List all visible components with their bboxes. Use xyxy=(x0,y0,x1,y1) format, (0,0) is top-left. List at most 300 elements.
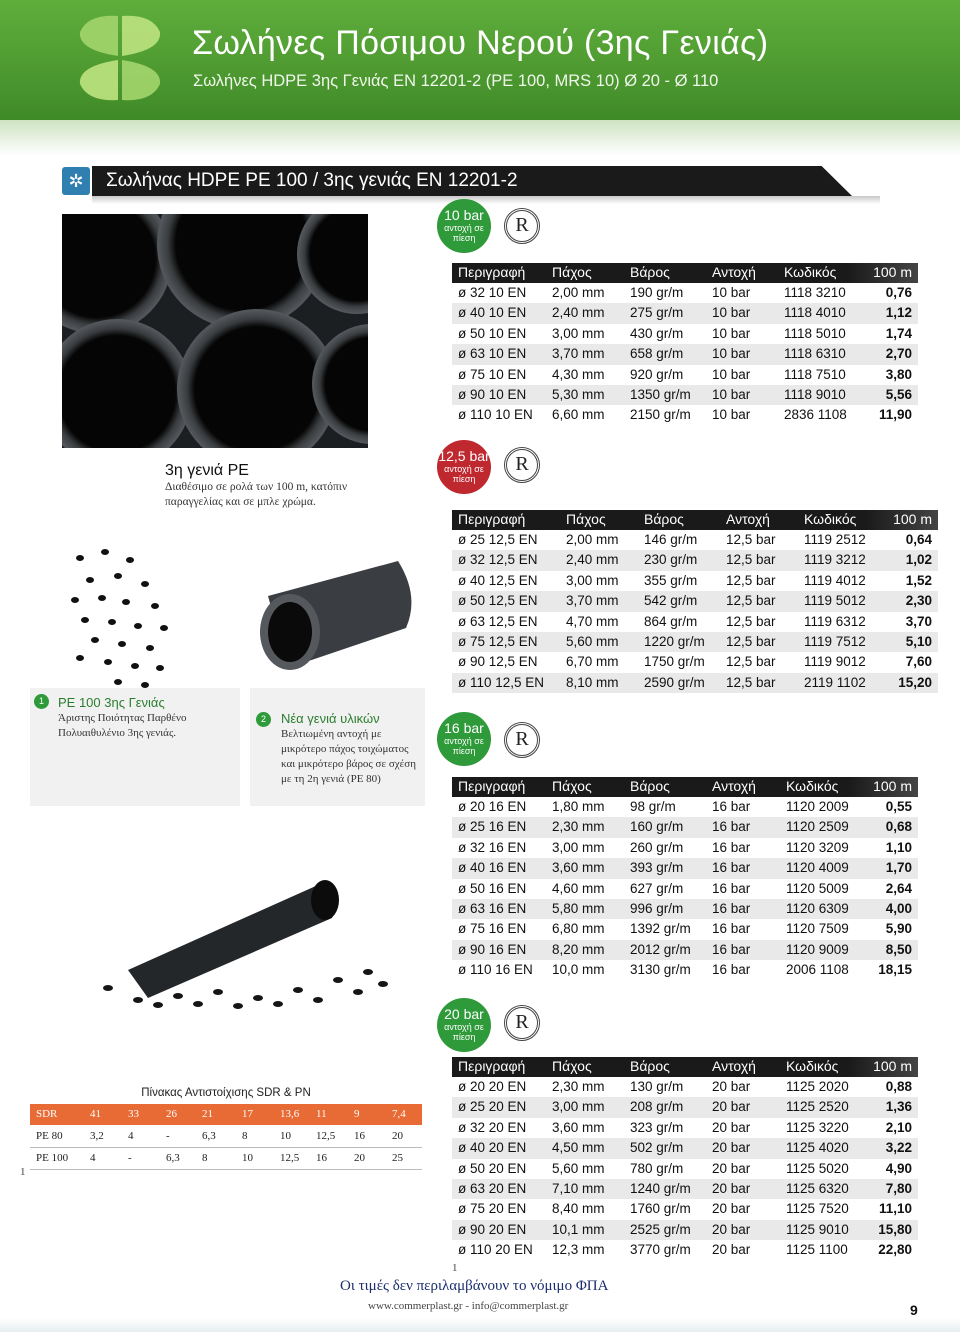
table-cell: 1120 3209 xyxy=(786,839,849,855)
price-cell: 7,80 xyxy=(885,1180,912,1196)
table-row xyxy=(452,1097,918,1117)
generation-description: Διαθέσιμο σε ρολά των 100 m, κατόπιν παραγγελίας και σε μπλε χρώμα. xyxy=(165,481,348,508)
table-row xyxy=(452,550,938,570)
bottom-fade xyxy=(0,1318,960,1332)
sdr-cell: 11 xyxy=(316,1108,327,1120)
page-number: 9 xyxy=(910,1302,918,1318)
table-cell: 1125 3220 xyxy=(786,1119,849,1135)
table-cell: 20 bar xyxy=(712,1180,751,1196)
sdr-cell: 3,2 xyxy=(90,1130,104,1142)
table-cell: ø 75 10 EN xyxy=(458,366,527,382)
table-cell: ø 63 10 EN xyxy=(458,346,527,362)
pressure-caption: αντοχή σε πίεση xyxy=(444,464,484,484)
table-row xyxy=(452,1118,918,1138)
table-cell: 1118 4010 xyxy=(784,305,846,321)
sdr-cell: 20 xyxy=(354,1152,365,1164)
column-header: Αντοχή xyxy=(712,1058,756,1074)
price-cell: 4,90 xyxy=(885,1160,912,1176)
table-cell: 1125 2520 xyxy=(786,1099,849,1115)
table-cell: 1120 2009 xyxy=(786,799,849,814)
table-cell: 20 bar xyxy=(712,1079,751,1094)
table-cell: 1125 2020 xyxy=(786,1079,849,1094)
table-cell: 10 bar xyxy=(712,346,751,362)
table-cell: 3,00 mm xyxy=(552,839,605,855)
table-cell: 3,00 mm xyxy=(552,1099,605,1115)
column-header: Περιγραφή xyxy=(458,264,526,280)
table-cell: 275 gr/m xyxy=(630,305,684,321)
sdr-cell: 10 xyxy=(242,1152,253,1164)
sdr-cell: 16 xyxy=(354,1130,365,1142)
table-row xyxy=(452,344,918,364)
table-cell: ø 25 12,5 EN xyxy=(458,532,538,547)
feature-title-1: PE 100 3ης Γενιάς xyxy=(58,695,165,710)
table-cell: 160 gr/m xyxy=(630,819,684,835)
column-header: Πάχος xyxy=(566,511,606,527)
contact-links[interactable]: www.commerplast.gr - info@commerplast.gr xyxy=(368,1300,569,1312)
generation-title: 3η γενιά PE xyxy=(165,462,249,479)
granules-photo xyxy=(60,540,180,695)
table-cell: 6,60 mm xyxy=(552,407,605,423)
table-cell: ø 20 16 EN xyxy=(458,799,527,814)
sdr-cell: 7,4 xyxy=(392,1108,406,1120)
table-cell: 658 gr/m xyxy=(630,346,684,362)
table-cell: 1119 6312 xyxy=(804,613,866,629)
price-cell: 2,70 xyxy=(885,346,912,362)
table-cell: 5,60 mm xyxy=(566,633,619,649)
registered-mark-icon: R xyxy=(504,1005,540,1041)
table-cell: 10,1 mm xyxy=(552,1221,605,1237)
table-cell: 1120 5009 xyxy=(786,880,849,896)
table-cell: ø 40 10 EN xyxy=(458,305,527,321)
sdr-cell: 26 xyxy=(166,1108,177,1120)
table-cell: 12,5 bar xyxy=(726,532,776,547)
table-cell: 10 bar xyxy=(712,366,751,382)
table-cell: 1120 9009 xyxy=(786,941,849,957)
table-cell: 12,5 bar xyxy=(726,654,776,670)
table-cell: 1119 3212 xyxy=(804,552,866,568)
table-header xyxy=(452,1057,918,1077)
table-cell: 146 gr/m xyxy=(644,532,698,547)
table-cell: ø 90 20 EN xyxy=(458,1221,527,1237)
price-cell: 0,76 xyxy=(885,285,912,300)
table-header xyxy=(452,777,918,797)
table-cell: 10 bar xyxy=(712,305,751,321)
table-row xyxy=(452,1159,918,1179)
price-cell: 1,70 xyxy=(885,860,912,876)
table-cell: 2,00 mm xyxy=(566,532,619,547)
sdr-cell: PE 100 xyxy=(36,1152,69,1164)
table-cell: 2150 gr/m xyxy=(630,407,691,423)
table-cell: 16 bar xyxy=(712,839,751,855)
price-table xyxy=(452,510,938,693)
table-row xyxy=(452,817,918,837)
footnote-marker: 1 xyxy=(20,1166,26,1178)
price-cell: 0,64 xyxy=(905,532,932,547)
feature-desc-2: Βελτιωμένη αντοχή με μικρότερο πάχος τοιχώματος και μικρότερο βάρος σε σχέση με τη 2η γενιά (PE 80) xyxy=(281,728,416,785)
table-cell: 2,40 mm xyxy=(566,552,619,568)
table-cell: 20 bar xyxy=(712,1242,751,1258)
table-cell: 12,5 bar xyxy=(726,633,776,649)
table-cell: 6,70 mm xyxy=(566,654,619,670)
pressure-badge xyxy=(437,199,491,253)
pressure-caption: αντοχή σε πίεση xyxy=(444,223,484,243)
table-row xyxy=(452,858,918,878)
table-cell: 16 bar xyxy=(712,819,751,835)
table-cell: 1760 gr/m xyxy=(630,1201,691,1217)
table-cell: 1220 gr/m xyxy=(644,633,705,649)
price-cell: 2,64 xyxy=(885,880,912,896)
table-cell: 1118 9010 xyxy=(784,386,846,402)
pressure-value: 20 bar xyxy=(444,1006,484,1022)
table-cell: ø 63 16 EN xyxy=(458,900,527,916)
table-cell: 8,10 mm xyxy=(566,674,619,690)
table-cell: 920 gr/m xyxy=(630,366,684,382)
sdr-cell: 8 xyxy=(202,1152,208,1164)
price-cell: 0,68 xyxy=(885,819,912,835)
table-cell: 16 bar xyxy=(712,941,751,957)
sdr-cell: - xyxy=(166,1130,170,1142)
table-cell: ø 50 12,5 EN xyxy=(458,593,538,609)
price-cell: 3,80 xyxy=(885,366,912,382)
sdr-row xyxy=(30,1126,422,1147)
table-cell: 1125 9010 xyxy=(786,1221,849,1237)
pressure-value: 16 bar xyxy=(444,720,484,736)
sdr-cell: 4 xyxy=(128,1130,134,1142)
table-cell: ø 63 20 EN xyxy=(458,1180,527,1196)
column-header: Κωδικός xyxy=(804,511,857,527)
price-cell: 2,10 xyxy=(885,1119,912,1135)
table-row xyxy=(452,1077,918,1097)
table-row xyxy=(452,940,918,960)
pressure-badge xyxy=(437,712,491,766)
pipe-granules-photo xyxy=(88,860,398,1010)
table-cell: ø 50 20 EN xyxy=(458,1160,527,1176)
price-cell: 4,00 xyxy=(885,900,912,916)
price-cell: 0,55 xyxy=(885,799,912,814)
table-cell: 5,80 mm xyxy=(552,900,605,916)
column-header: Βάρος xyxy=(630,1058,670,1074)
table-cell: 1125 4020 xyxy=(786,1140,849,1156)
table-cell: 2119 1102 xyxy=(804,674,866,690)
table-row xyxy=(452,591,938,611)
table-cell: 1119 5012 xyxy=(804,593,866,609)
table-cell: 190 gr/m xyxy=(630,285,684,300)
table-row xyxy=(452,612,938,632)
table-cell: 10,0 mm xyxy=(552,962,605,978)
table-row xyxy=(452,385,918,405)
table-cell: 3770 gr/m xyxy=(630,1242,691,1258)
table-cell: 1240 gr/m xyxy=(630,1180,691,1196)
price-table xyxy=(452,777,918,981)
table-cell: 12,5 bar xyxy=(726,552,776,568)
table-cell: 2836 1108 xyxy=(784,407,847,423)
table-row xyxy=(452,303,918,323)
table-row xyxy=(452,1220,918,1240)
table-cell: 16 bar xyxy=(712,921,751,937)
table-cell: ø 110 20 EN xyxy=(458,1242,533,1258)
price-table xyxy=(452,1057,918,1261)
column-header: Αντοχή xyxy=(712,778,756,794)
table-cell: 3,60 mm xyxy=(552,1119,605,1135)
price-cell: 8,50 xyxy=(885,941,912,957)
table-cell: 20 bar xyxy=(712,1160,751,1176)
table-cell: ø 110 12,5 EN xyxy=(458,674,545,690)
table-cell: ø 63 12,5 EN xyxy=(458,613,538,629)
table-cell: ø 20 20 EN xyxy=(458,1079,527,1094)
table-cell: 323 gr/m xyxy=(630,1119,684,1135)
table-row xyxy=(452,530,938,550)
table-row xyxy=(452,1138,918,1158)
table-cell: 1120 6309 xyxy=(786,900,849,916)
price-cell: 22,80 xyxy=(878,1242,912,1258)
pipe-segment-photo xyxy=(248,556,423,688)
table-cell: 3130 gr/m xyxy=(630,962,691,978)
column-header: Περιγραφή xyxy=(458,1058,526,1074)
table-cell: 10 bar xyxy=(712,407,751,423)
feature-desc-1: Άριστης Ποιότητας Παρθένο Πολυαιθυλένιο 3ης γενιάς. xyxy=(58,712,187,739)
table-cell: 996 gr/m xyxy=(630,900,684,916)
table-cell: ø 50 16 EN xyxy=(458,880,527,896)
footnote-marker: 1 xyxy=(452,1262,458,1274)
sdr-cell: 10 xyxy=(280,1130,291,1142)
column-header: 100 m xyxy=(873,264,912,280)
sdr-cell: 21 xyxy=(202,1108,213,1120)
table-row xyxy=(452,405,918,425)
registered-mark-icon: R xyxy=(504,447,540,483)
table-cell: 16 bar xyxy=(712,860,751,876)
table-cell: 208 gr/m xyxy=(630,1099,684,1115)
price-cell: 1,02 xyxy=(905,552,932,568)
price-cell: 18,15 xyxy=(878,962,912,978)
table-cell: 2,00 mm xyxy=(552,285,605,300)
table-cell: 1120 2509 xyxy=(786,819,849,835)
table-cell: 5,30 mm xyxy=(552,386,605,402)
registered-mark-icon: R xyxy=(504,208,540,244)
table-cell: 20 bar xyxy=(712,1119,751,1135)
pressure-badge xyxy=(437,998,491,1052)
price-cell: 1,10 xyxy=(885,839,912,855)
table-row xyxy=(452,960,918,980)
water-drop-icon: ✲ xyxy=(62,167,90,195)
table-cell: 8,20 mm xyxy=(552,941,605,957)
feature-number-1: 1 xyxy=(34,694,49,709)
table-cell: 1,80 mm xyxy=(552,799,605,814)
table-cell: 8,40 mm xyxy=(552,1201,605,1217)
column-header: Πάχος xyxy=(552,778,592,794)
table-cell: 10 bar xyxy=(712,386,751,402)
price-cell: 0,88 xyxy=(885,1079,912,1094)
table-cell: 20 bar xyxy=(712,1140,751,1156)
vat-note: Οι τιμές δεν περιλαμβάνουν το νόμιμο ΦΠΑ xyxy=(340,1278,609,1294)
pressure-caption: αντοχή σε πίεση xyxy=(444,736,484,756)
sdr-cell: 20 xyxy=(392,1130,403,1142)
sdr-cell: 33 xyxy=(128,1108,139,1120)
price-cell: 1,36 xyxy=(885,1099,912,1115)
table-cell: 12,5 bar xyxy=(726,674,776,690)
table-row xyxy=(452,797,918,817)
price-cell: 15,80 xyxy=(878,1221,912,1237)
pipes-photo xyxy=(62,214,368,448)
table-cell: 130 gr/m xyxy=(630,1079,684,1094)
sdr-cell: 16 xyxy=(316,1152,327,1164)
price-table xyxy=(452,263,918,426)
table-cell: 1125 5020 xyxy=(786,1160,849,1176)
table-cell: 627 gr/m xyxy=(630,880,684,896)
sdr-cell: 17 xyxy=(242,1108,253,1120)
table-row xyxy=(452,365,918,385)
column-header: Κωδικός xyxy=(786,1058,839,1074)
table-cell: ø 25 16 EN xyxy=(458,819,527,835)
table-cell: 12,5 bar xyxy=(726,572,776,588)
table-cell: ø 90 12,5 EN xyxy=(458,654,538,670)
sdr-cell: PE 80 xyxy=(36,1130,63,1142)
table-cell: 20 bar xyxy=(712,1099,751,1115)
table-cell: ø 110 10 EN xyxy=(458,407,533,423)
sdr-cell: 6,3 xyxy=(202,1130,216,1142)
feature-title-2: Νέα γενιά υλικών xyxy=(281,711,380,726)
column-header: 100 m xyxy=(873,1058,912,1074)
table-cell: ø 32 20 EN xyxy=(458,1119,527,1135)
table-row xyxy=(452,1240,918,1260)
table-cell: 502 gr/m xyxy=(630,1140,684,1156)
table-cell: 2,30 mm xyxy=(552,1079,605,1094)
table-cell: 1125 7520 xyxy=(786,1201,849,1217)
sdr-cell: 25 xyxy=(392,1152,403,1164)
pressure-value: 10 bar xyxy=(444,207,484,223)
table-cell: 2,30 mm xyxy=(552,819,605,835)
sdr-cell: 12,5 xyxy=(316,1130,336,1142)
table-cell: 12,3 mm xyxy=(552,1242,605,1258)
table-row xyxy=(452,1179,918,1199)
section-bar-shadow xyxy=(92,196,880,204)
table-row xyxy=(452,879,918,899)
column-header: Αντοχή xyxy=(726,511,770,527)
price-cell: 11,90 xyxy=(878,407,912,423)
table-cell: 16 bar xyxy=(712,799,751,814)
price-cell: 5,10 xyxy=(905,633,932,649)
price-cell: 2,30 xyxy=(905,593,932,609)
registered-mark-icon: R xyxy=(504,722,540,758)
table-cell: 10 bar xyxy=(712,285,751,300)
pressure-value: 12,5 bar xyxy=(438,448,490,464)
section-title: Σωλήνας HDPE PE 100 / 3ης γενιάς EN 12201-2 xyxy=(106,170,518,191)
table-cell: 2590 gr/m xyxy=(644,674,705,690)
price-cell: 15,20 xyxy=(898,674,932,690)
column-header: Πάχος xyxy=(552,1058,592,1074)
table-cell: 4,30 mm xyxy=(552,366,605,382)
table-cell: 864 gr/m xyxy=(644,613,698,629)
pressure-badge xyxy=(437,440,491,494)
sdr-cell: 12,5 xyxy=(280,1152,300,1164)
table-row xyxy=(452,283,918,303)
table-cell: ø 110 16 EN xyxy=(458,962,533,978)
table-cell: ø 75 16 EN xyxy=(458,921,527,937)
sdr-cell: 13,6 xyxy=(280,1108,300,1120)
table-header xyxy=(452,263,918,283)
price-cell: 3,70 xyxy=(905,613,932,629)
table-cell: 1119 2512 xyxy=(804,532,866,547)
table-cell: 20 bar xyxy=(712,1221,751,1237)
table-cell: 16 bar xyxy=(712,962,751,978)
table-cell: 780 gr/m xyxy=(630,1160,684,1176)
table-cell: 12,5 bar xyxy=(726,613,776,629)
table-cell: ø 40 16 EN xyxy=(458,860,527,876)
page-title: Σωλήνες Πόσιμου Νερού (3ης Γενιάς) xyxy=(192,24,769,62)
column-header: Αντοχή xyxy=(712,264,756,280)
price-cell: 5,90 xyxy=(885,921,912,937)
table-row xyxy=(452,899,918,919)
table-cell: ø 75 20 EN xyxy=(458,1201,527,1217)
table-cell: ø 40 12,5 EN xyxy=(458,572,538,588)
table-header xyxy=(452,510,938,530)
price-cell: 1,74 xyxy=(885,325,912,341)
sdr-divider xyxy=(30,1147,422,1148)
sdr-cell: 4 xyxy=(90,1152,96,1164)
table-cell: 2525 gr/m xyxy=(630,1221,691,1237)
page-subtitle: Σωλήνες HDPE 3ης Γενιάς EN 12201-2 (PE 100, MRS 10) Ø 20 - Ø 110 xyxy=(193,72,719,90)
table-cell: 1118 6310 xyxy=(784,346,846,362)
price-cell: 7,60 xyxy=(905,654,932,670)
sdr-divider xyxy=(30,1169,422,1170)
table-cell: 98 gr/m xyxy=(630,799,676,814)
column-header: Βάρος xyxy=(644,511,684,527)
sdr-cell: 8 xyxy=(242,1130,248,1142)
table-cell: 260 gr/m xyxy=(630,839,684,855)
sdr-header-row xyxy=(30,1104,422,1125)
price-cell: 11,10 xyxy=(878,1201,912,1217)
table-cell: 1125 1100 xyxy=(786,1242,848,1258)
table-cell: 2,40 mm xyxy=(552,305,605,321)
table-cell: ø 40 20 EN xyxy=(458,1140,527,1156)
sdr-cell: - xyxy=(128,1152,132,1164)
table-cell: 4,50 mm xyxy=(552,1140,605,1156)
price-cell: 1,12 xyxy=(885,305,912,321)
table-cell: 1120 7509 xyxy=(786,921,849,937)
table-cell: ø 90 16 EN xyxy=(458,941,527,957)
column-header: 100 m xyxy=(893,511,932,527)
table-cell: ø 32 16 EN xyxy=(458,839,527,855)
table-row xyxy=(452,919,918,939)
table-cell: 1118 5010 xyxy=(784,325,846,341)
table-cell: 3,60 mm xyxy=(552,860,605,876)
table-cell: 1750 gr/m xyxy=(644,654,705,670)
table-cell: 5,60 mm xyxy=(552,1160,605,1176)
table-cell: 1120 4009 xyxy=(786,860,849,876)
table-row xyxy=(452,571,938,591)
sdr-cell: 41 xyxy=(90,1108,101,1120)
table-cell: 1119 7512 xyxy=(804,633,866,649)
table-cell: 1392 gr/m xyxy=(630,921,691,937)
table-cell: ø 32 12,5 EN xyxy=(458,552,538,568)
table-cell: ø 50 10 EN xyxy=(458,325,527,341)
column-header: Πάχος xyxy=(552,264,592,280)
table-cell: 3,70 mm xyxy=(552,346,605,362)
table-cell: 16 bar xyxy=(712,880,751,896)
price-cell: 5,56 xyxy=(885,386,912,402)
sdr-cell: 6,3 xyxy=(166,1152,180,1164)
table-cell: 3,70 mm xyxy=(566,593,619,609)
table-cell: 10 bar xyxy=(712,325,751,341)
table-cell: 16 bar xyxy=(712,900,751,916)
column-header: 100 m xyxy=(873,778,912,794)
table-cell: 4,60 mm xyxy=(552,880,605,896)
column-header: Περιγραφή xyxy=(458,511,526,527)
table-row xyxy=(452,673,938,693)
table-cell: 1118 7510 xyxy=(784,366,846,382)
sdr-cell: SDR xyxy=(36,1108,58,1120)
table-cell: 430 gr/m xyxy=(630,325,684,341)
sdr-table-title: Πίνακας Αντιστοίχισης SDR & PN xyxy=(141,1087,311,1099)
